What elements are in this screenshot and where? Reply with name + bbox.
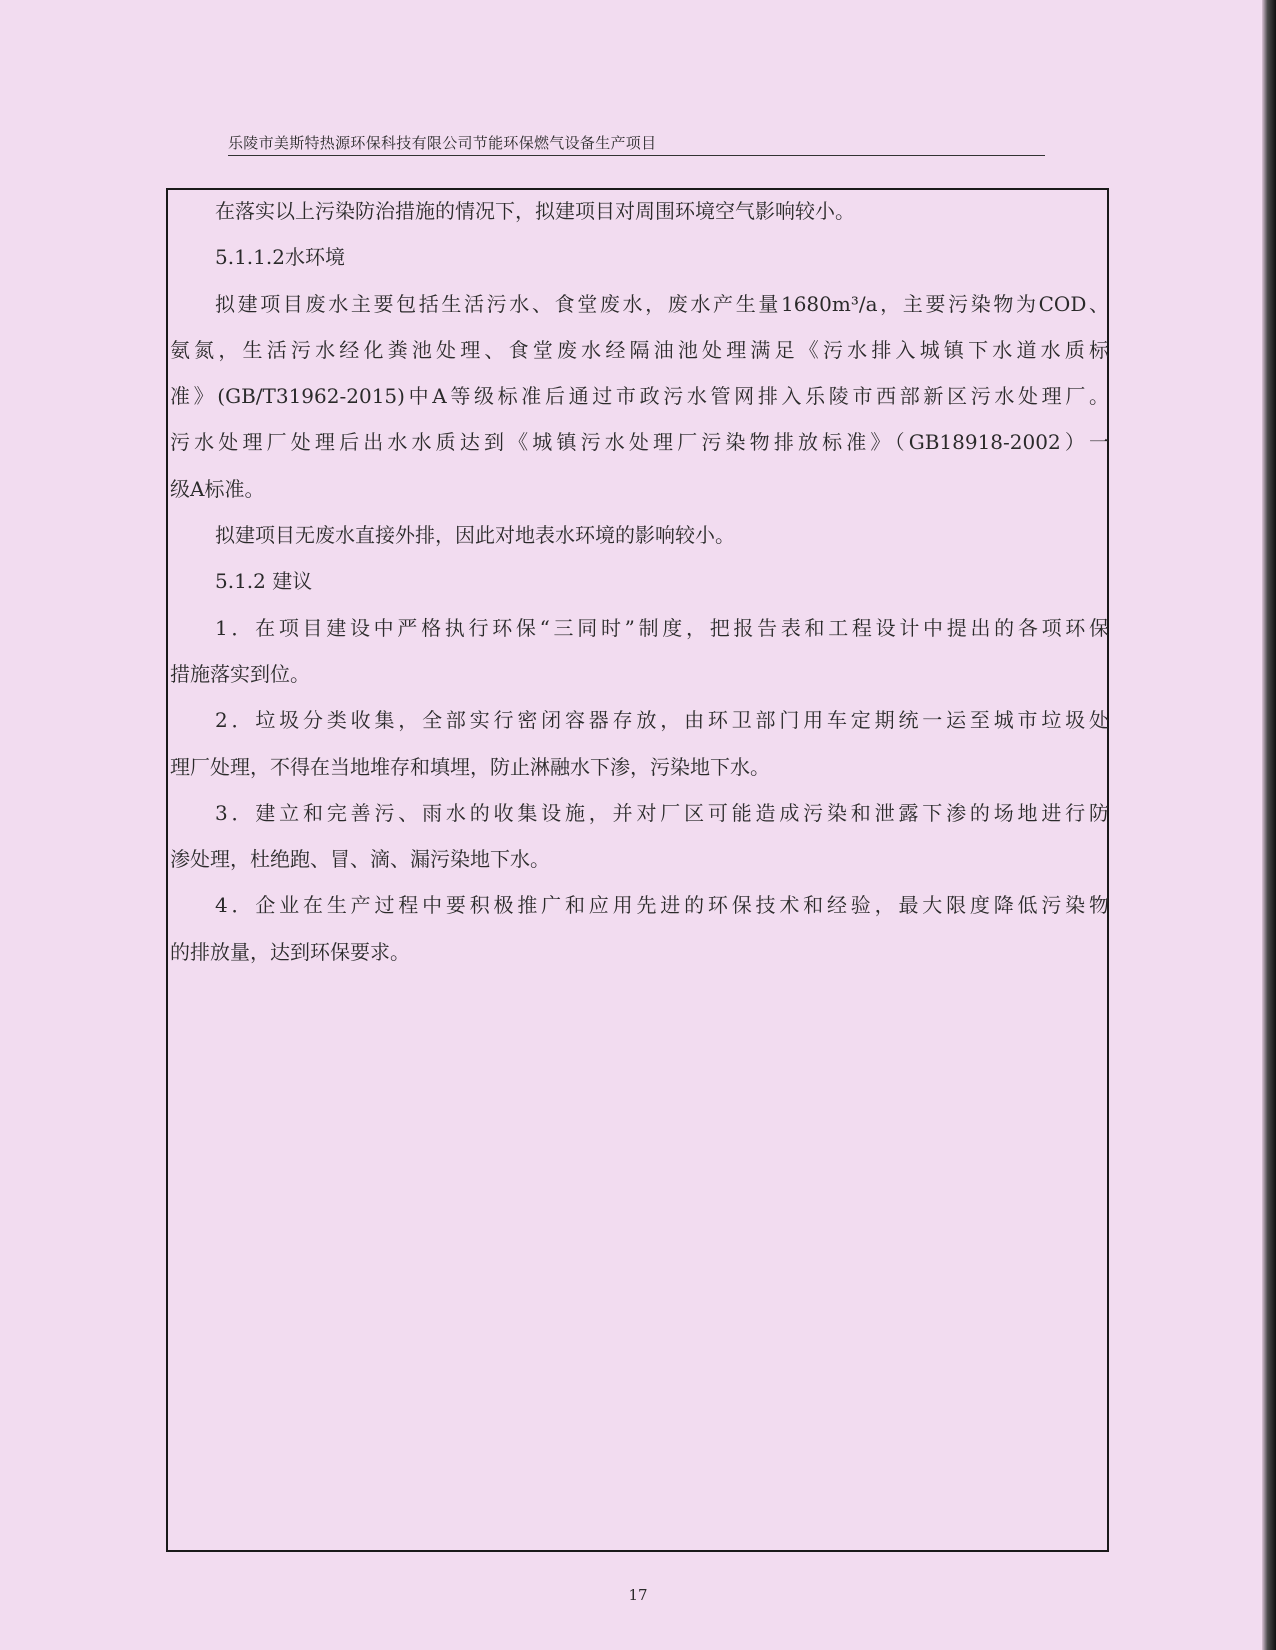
page-number: 17: [628, 1586, 648, 1604]
suggestion-3-line-1: 3．建立和完善污、雨水的收集设施，并对厂区可能造成污染和泄露下渗的场地进行防: [215, 800, 1109, 825]
suggestion-2-line-1: 2．垃圾分类收集，全部实行密闭容器存放，由环卫部门用车定期统一运至城市垃圾处: [215, 708, 1109, 733]
water-paragraph-line-4: 污水处理厂处理后出水水质达到《城镇污水处理厂污染物排放标准》（GB18918-2002）一: [170, 430, 1109, 455]
document-header: 乐陵市美斯特热源环保科技有限公司节能环保燃气设备生产项目: [228, 133, 1045, 156]
report-body: [170, 191, 1109, 978]
air-conclusion-line: 在落实以上污染防治措施的情况下，拟建项目对周围环境空气影响较小。: [215, 199, 855, 223]
suggestion-4-line-2: 的排放量，达到环保要求。: [170, 939, 410, 964]
section-heading-suggestions: 5.1.2 建议: [215, 569, 313, 594]
section-heading-water-environment: 5.1.1.2水环境: [215, 245, 345, 270]
water-paragraph-line-2: 氨氮，生活污水经化粪池处理、食堂废水经隔油池处理满足《污水排入城镇下水道水质标: [170, 337, 1109, 362]
suggestion-4-line-1: 4．企业在生产过程中要积极推广和应用先进的环保技术和经验，最大限度降低污染物: [215, 893, 1109, 918]
scan-edge: [1262, 0, 1276, 1650]
water-paragraph-line-1: 拟建项目废水主要包括生活污水、食堂废水，废水产生量1680m³/a，主要污染物为COD、: [215, 291, 1109, 316]
water-paragraph-line-5: 级A标准。: [170, 476, 265, 501]
water-paragraph-line-3: 准》(GB/T31962-2015)中A等级标准后通过市政污水管网排入乐陵市西部新区污水处理厂。: [170, 384, 1109, 409]
suggestion-2-line-2: 理厂处理，不得在当地堆存和填埋，防止淋融水下渗，污染地下水。: [170, 754, 770, 779]
suggestion-1-line-1: 1．在项目建设中严格执行环保“三同时”制度，把报告表和工程设计中提出的各项环保: [215, 615, 1109, 640]
suggestion-1-line-2: 措施落实到位。: [170, 661, 310, 686]
water-conclusion-line: 拟建项目无废水直接外排，因此对地表水环境的影响较小。: [215, 523, 735, 548]
suggestion-3-line-2: 渗处理，杜绝跑、冒、滴、漏污染地下水。: [170, 847, 550, 872]
